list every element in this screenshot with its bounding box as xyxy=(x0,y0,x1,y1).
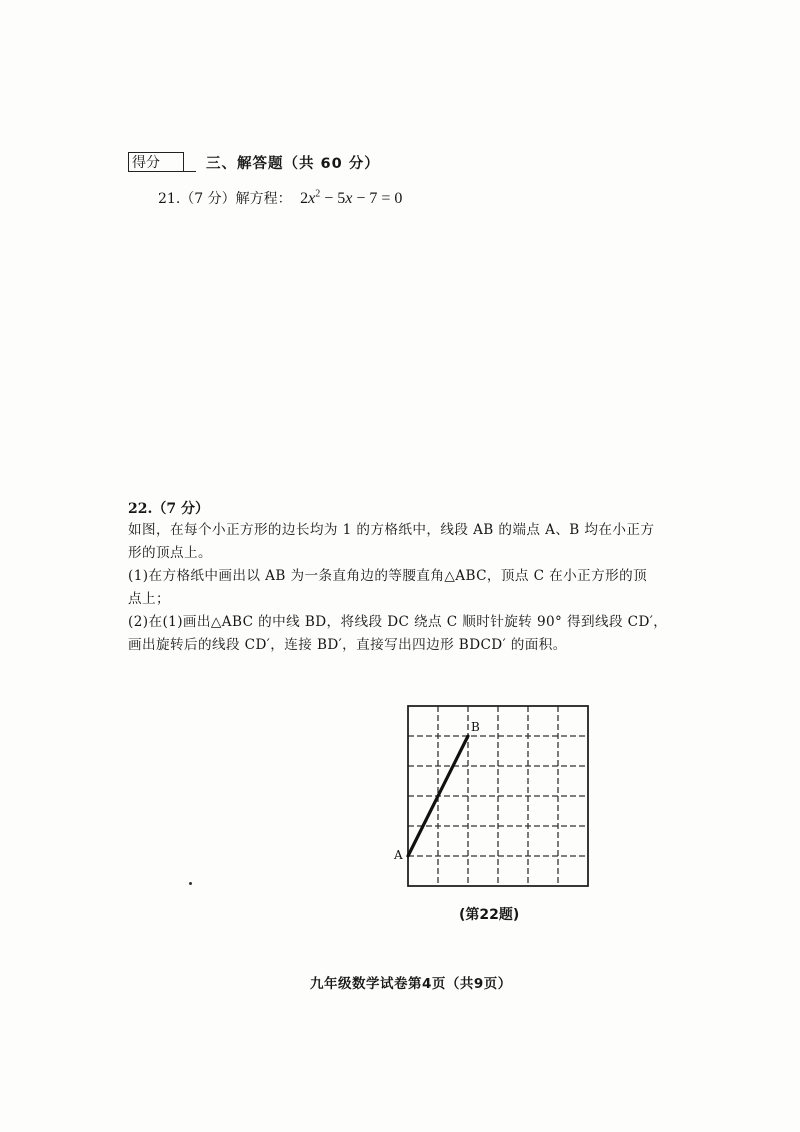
question-22-line: (1)在方格纸中画出以 AB 为一条直角边的等腰直角△ABC，顶点 C 在小正方形的顶 xyxy=(128,568,648,584)
eq-coef: 2 xyxy=(300,190,309,207)
label-point-b: B xyxy=(471,720,480,734)
question-22-line: (2)在(1)画出△ABC 的中线 BD，将线段 DC 绕点 C 顺时针旋转 90° 得到线段 CD′， xyxy=(128,614,668,630)
question-21-prefix: 21.（7 分）解方程： xyxy=(158,191,292,207)
question-22-line: 形的顶点上。 xyxy=(128,545,212,561)
label-point-a: A xyxy=(394,848,403,862)
question-22-line: 画出旋转后的线段 CD′，连接 BD′，直接写出四边形 BDCD′ 的面积。 xyxy=(128,637,567,653)
section-title: 三、解答题（共 60 分） xyxy=(206,156,380,172)
eq-var: x xyxy=(308,190,316,207)
eq-tail: − 7 = 0 xyxy=(352,190,403,207)
question-22-line: 点上； xyxy=(128,591,170,607)
eq-middle: − 5 xyxy=(320,190,346,207)
question-22-line: 如图，在每个小正方形的边长均为 1 的方格纸中，线段 AB 的端点 A、B 均在小正方 xyxy=(128,522,655,538)
scan-speck xyxy=(189,882,192,885)
score-label: 得分 xyxy=(132,155,160,171)
grid-dashed-lines xyxy=(408,706,588,886)
figure-caption: (第22题) xyxy=(459,907,520,923)
eq-exponent: 2 xyxy=(315,188,321,200)
eq-var-2: x xyxy=(345,190,353,207)
page-footer: 九年级数学试卷第4页（共9页） xyxy=(310,976,512,992)
question-22-head: 22.（7 分） xyxy=(128,501,209,517)
